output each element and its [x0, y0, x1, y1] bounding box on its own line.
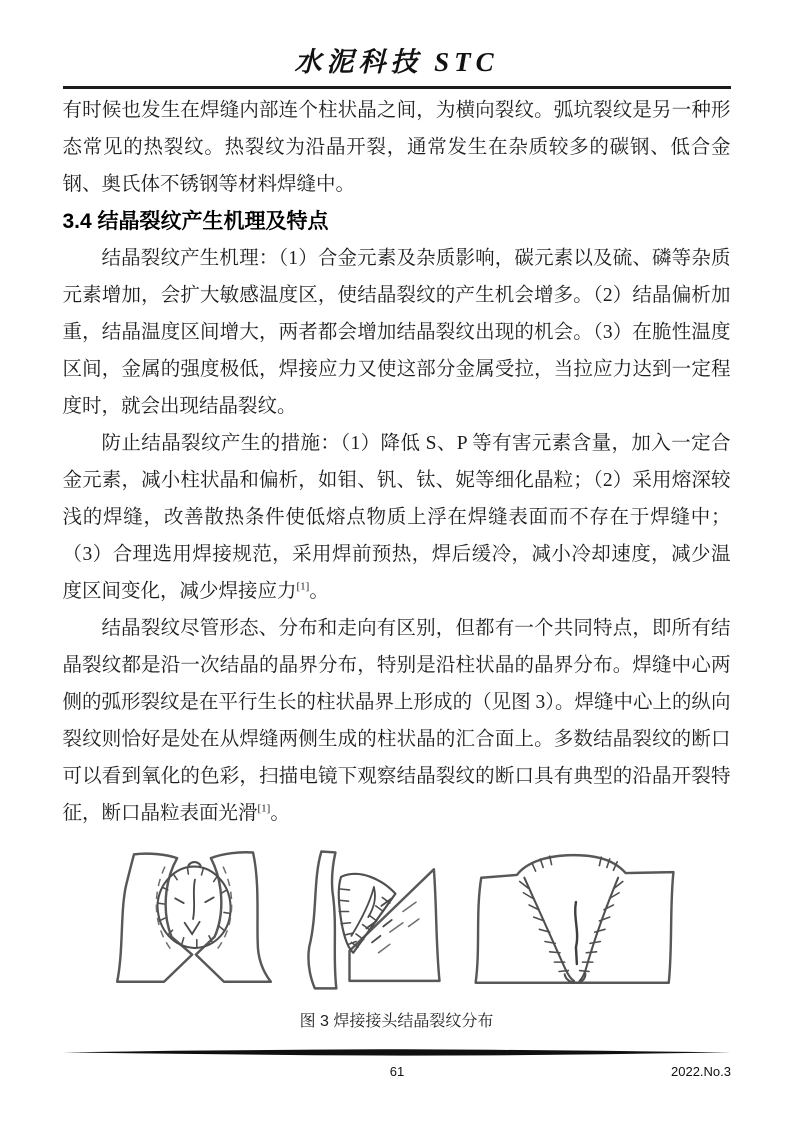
paragraph-prevention-text: 防止结晶裂纹产生的措施：（1）降低 S、P 等有害元素含量，加入一定合金元素，减小柱状晶和偏析，如钼、钒、钛、妮等细化晶粒；（2）采用熔深较浅的焊缝，改善散热条件使低熔点物质上浮在焊缝表面而不存在于焊缝中；（3）合理选用焊接规范，采用焊前预热，焊后缓冷，减小冷却速度，减少温度区间变化，减少焊接应力 [62, 432, 731, 602]
paragraph-features [63, 610, 731, 832]
footnote-ref: [1] [296, 580, 310, 592]
page-number: 61 [389, 1064, 405, 1079]
figure-caption: 图 3 焊接接头结晶裂纹分布 [299, 1012, 494, 1030]
issue-label: 2022.No.3 [671, 1064, 731, 1079]
journal-title: 水泥科技 STC [294, 47, 499, 77]
header-rule [63, 86, 731, 89]
weld-sketch-butt-joint [105, 844, 283, 994]
figure-3-sketches [63, 844, 731, 994]
paragraph-features-text: 结晶裂纹尽管形态、分布和走向有区别，但都有一个共同特点，即所有结晶裂纹都是沿一次结晶的晶界分布，特别是沿柱状晶的晶界分布。焊缝中心两侧的弧形裂纹是在平行生长的柱状晶界上形成的（见图 3）。焊缝中心上的纵向裂纹则恰好是处在从焊缝两侧生成的柱状晶的汇合面上。多数结晶裂纹的断口可以看到氧化的色彩，扫描电镜下观察结晶裂纹的断口具有典型的沿晶开裂特征，断口晶粒表面光滑 [62, 617, 731, 824]
paragraph-intro: 有时候也发生在焊缝内部连个柱状晶之间，为横向裂纹。弧坑裂纹是另一种形态常见的热裂纹。热裂纹为沿晶开裂，通常发生在杂质较多的碳钢、低合金钢、奥氏体不锈钢等材料焊缝中。 [62, 99, 731, 195]
weld-sketch-fillet-joint [292, 844, 452, 994]
sentence-period: 。 [309, 580, 329, 602]
section-heading: 3.4 结晶裂纹产生机理及特点 [62, 209, 329, 233]
footnote-ref: [1] [257, 802, 271, 814]
paragraph-prevention [63, 425, 731, 610]
columnar-grain-hatching [519, 856, 622, 971]
centerline-crack [175, 879, 213, 933]
figure-3 [63, 844, 731, 1031]
base-plates [308, 851, 439, 988]
footer-row [63, 1064, 731, 1079]
journal-header [0, 0, 793, 89]
longitudinal-crack [575, 902, 577, 964]
page-footer [63, 1044, 731, 1079]
weld-sketch-v-groove [461, 844, 689, 994]
sentence-period: 。 [270, 802, 290, 824]
article-body [63, 92, 731, 832]
paragraph-mechanism: 结晶裂纹产生机理：（1）合金元素及杂质影响，碳元素以及硫、磷等杂质元素增加，会扩大敏感温度区，使结晶裂纹的产生机会增多。（2）结晶偏析加重，结晶温度区间增大，两者都会增加结晶裂纹出现的机会。（3）在脆性温度区间，金属的强度极低，焊接应力又使这部分金属受拉，当拉应力达到一定程度时，就会出现结晶裂纹。 [62, 247, 731, 417]
footer-rule [63, 1049, 731, 1057]
